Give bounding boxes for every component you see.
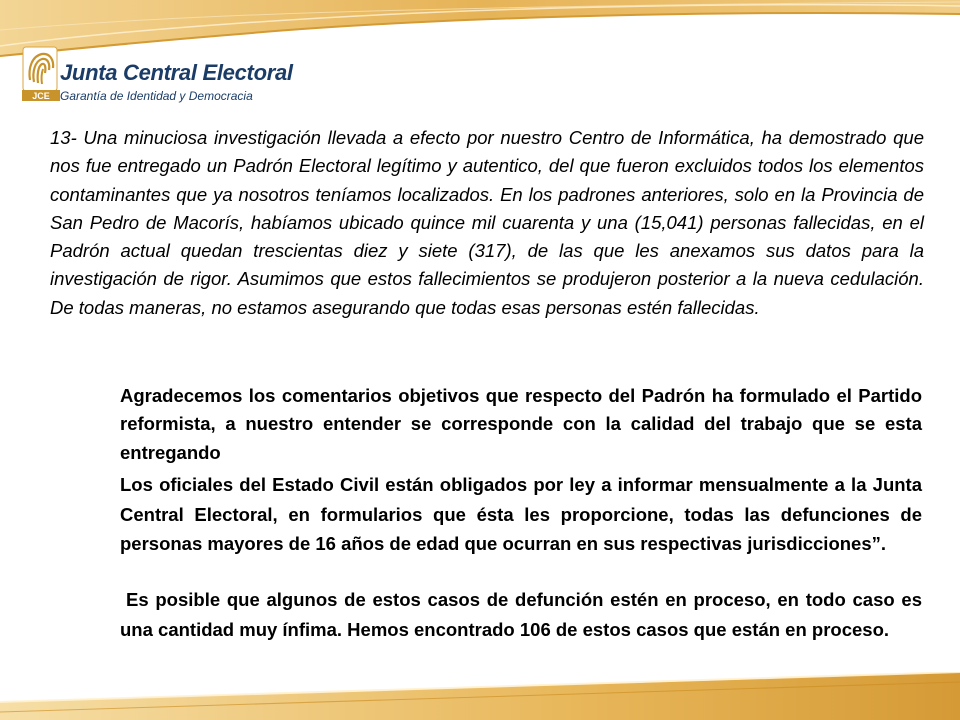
- paragraph-civil-registry: Los oficiales del Estado Civil están obligados por ley a informar mensualmente a la Junta Central Electoral, en formularios que ésta les proporcione, todas las defunciones de personas mayores de 16 años de edad que ocurran en sus respectivas jurisdicciones”.: [120, 474, 922, 554]
- header-logo-block: [22, 46, 382, 106]
- logo-text: JCE: [32, 91, 50, 101]
- organization-tagline: Garantía de Identidad y Democracia: [60, 89, 253, 103]
- paragraph-investigation: 13- Una minuciosa investigación llevada a efecto por nuestro Centro de Informática, ha demostrado que nos fue entregado un Padrón Electoral legítimo y autentico, del que fueron excluidos todos los elementos contaminantes que ya nosotros teníamos localizados. En los padrones anteriores, solo en la Provincia de San Pedro de Macorís, habíamos ubicado quince mil cuarenta y una (15,041) personas fallecidas, en el Padrón actual quedan trescientas diez y siete (317), de las que les anexamos sus datos para la investigación de rigor. Asumimos que estos fallecimientos se produjeron posterior a la nueva cedulación. De todas maneras, no estamos asegurando que todas esas personas estén fallecidas.: [50, 127, 924, 318]
- jce-fingerprint-logo-icon: [22, 46, 62, 102]
- organization-name: Junta Central Electoral: [60, 60, 293, 85]
- paragraph-acknowledgement: Agradecemos los comentarios objetivos que respecto del Padrón ha formulado el Partido reformista, a nuestro entender se corresponde con la calidad del trabajo que se esta entregando: [120, 385, 922, 463]
- bottom-decorative-band: [0, 672, 960, 720]
- paragraph-cases-in-process: Es posible que algunos de estos casos de defunción estén en proceso, en todo caso es una cantidad muy ínfima. Hemos encontrado 106 de estos casos que están en proceso.: [120, 589, 922, 640]
